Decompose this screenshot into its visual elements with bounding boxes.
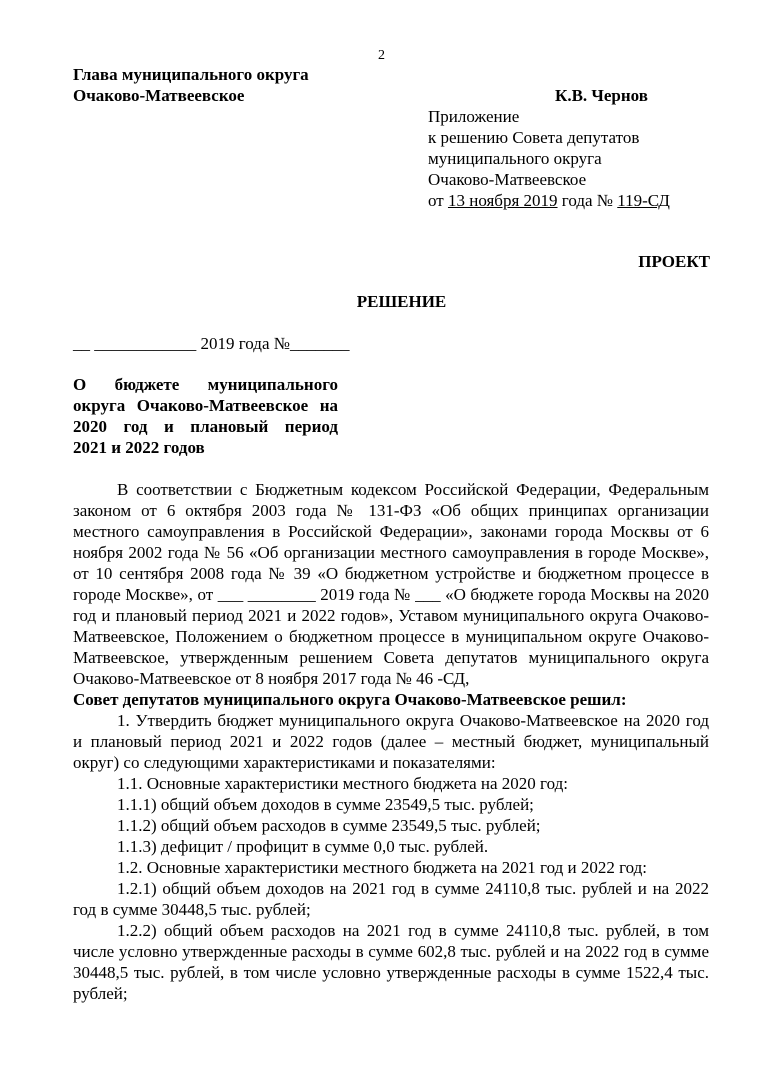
item-1: 1. Утвердить бюджет муниципального округа Очаково-Матвеевское на 2020 год и плановый период 2021 и 2022 годов (далее – местный бюджет, муниципальный округ) со следующими характеристиками и показателями: bbox=[73, 711, 709, 772]
appendix-date: 13 ноября 2019 bbox=[447, 191, 558, 210]
item-1-2: 1.2. Основные характеристики местного бюджета на 2021 год и 2022 год: bbox=[117, 858, 648, 877]
appendix-line4: Очаково-Матвеевское bbox=[428, 170, 587, 189]
appendix-block bbox=[428, 106, 738, 211]
item-1-1: 1.1. Основные характеристики местного бюджета на 2020 год: bbox=[117, 774, 568, 793]
resolved-paragraph: Совет депутатов муниципального округа Очаково-Матвеевское решил: bbox=[73, 690, 627, 709]
appendix-date-prefix: от bbox=[428, 191, 448, 210]
appendix-line5 bbox=[428, 190, 738, 211]
signatory-title bbox=[73, 64, 309, 106]
item-1-1-2: 1.1.2) общий объем расходов в сумме 23549,5 тыс. рублей; bbox=[117, 816, 541, 835]
document-body bbox=[73, 479, 709, 1004]
appendix-date-mid: года № bbox=[557, 191, 618, 210]
signatory-title-line2: Очаково-Матвеевское bbox=[73, 86, 245, 105]
decision-title: РЕШЕНИЕ bbox=[356, 292, 447, 311]
appendix-line3: муниципального округа bbox=[428, 149, 602, 168]
decision-subject bbox=[73, 374, 338, 458]
appendix-number: 119-СД bbox=[617, 191, 670, 210]
preamble-paragraph: В соответствии с Бюджетным кодексом Российской Федерации, Федеральным законом от 6 октября 2003 года № 131-ФЗ «Об общих принципах организации местного самоуправления в Российской Федерации», законами города Москвы от 6 ноября 2002 года № 56 «Об организации местного самоуправления в городе Москве», от 10 сентября 2008 года № 39 «О бюджетном устройстве и бюджетном процессе в городе Москве», от ___ ________ 2019 года № ___ «О бюджете города Москвы на 2020 год и плановый период 2021 и 2022 годов», Уставом муниципального округа Очаково-Матвеевское, Положением о бюджетном процессе в муниципальном округе Очаково-Матвеевское, утвержденным решением Совета депутатов муниципального округа Очаково-Матвеевское от 8 ноября 2017 года № 46 -СД, bbox=[73, 480, 709, 688]
decision-dateline: __ ____________ 2019 года №_______ bbox=[73, 334, 350, 353]
subject-line2: округа Очаково-Матвеевское на bbox=[73, 396, 338, 415]
signatory-title-line1: Глава муниципального округа bbox=[73, 65, 309, 84]
item-1-1-1: 1.1.1) общий объем доходов в сумме 23549,5 тыс. рублей; bbox=[117, 795, 534, 814]
signatory-name: К.В. Чернов bbox=[555, 86, 648, 105]
appendix-line1: Приложение bbox=[428, 107, 520, 126]
item-1-1-3: 1.1.3) дефицит / профицит в сумме 0,0 тыс. рублей. bbox=[117, 837, 489, 856]
subject-line4: 2021 и 2022 годов bbox=[73, 438, 205, 457]
page-number: 2 bbox=[378, 48, 385, 63]
subject-line3: 2020 год и плановый период bbox=[73, 417, 338, 436]
appendix-line2: к решению Совета депутатов bbox=[428, 128, 640, 147]
item-1-2-2: 1.2.2) общий объем расходов на 2021 год в сумме 24110,8 тыс. рублей, в том числе условно утвержденные расходы в сумме 602,8 тыс. рублей и на 2022 год в сумме 30448,5 тыс. рублей, в том числе условно утвержденные расходы в сумме 1522,4 тыс. рублей; bbox=[73, 921, 709, 1003]
item-1-2-1: 1.2.1) общий объем доходов на 2021 год в сумме 24110,8 тыс. рублей и на 2022 год в сумме 30448,5 тыс. рублей; bbox=[73, 879, 709, 919]
project-label: ПРОЕКТ bbox=[638, 252, 710, 271]
subject-line1: О бюджете муниципального bbox=[73, 375, 338, 394]
